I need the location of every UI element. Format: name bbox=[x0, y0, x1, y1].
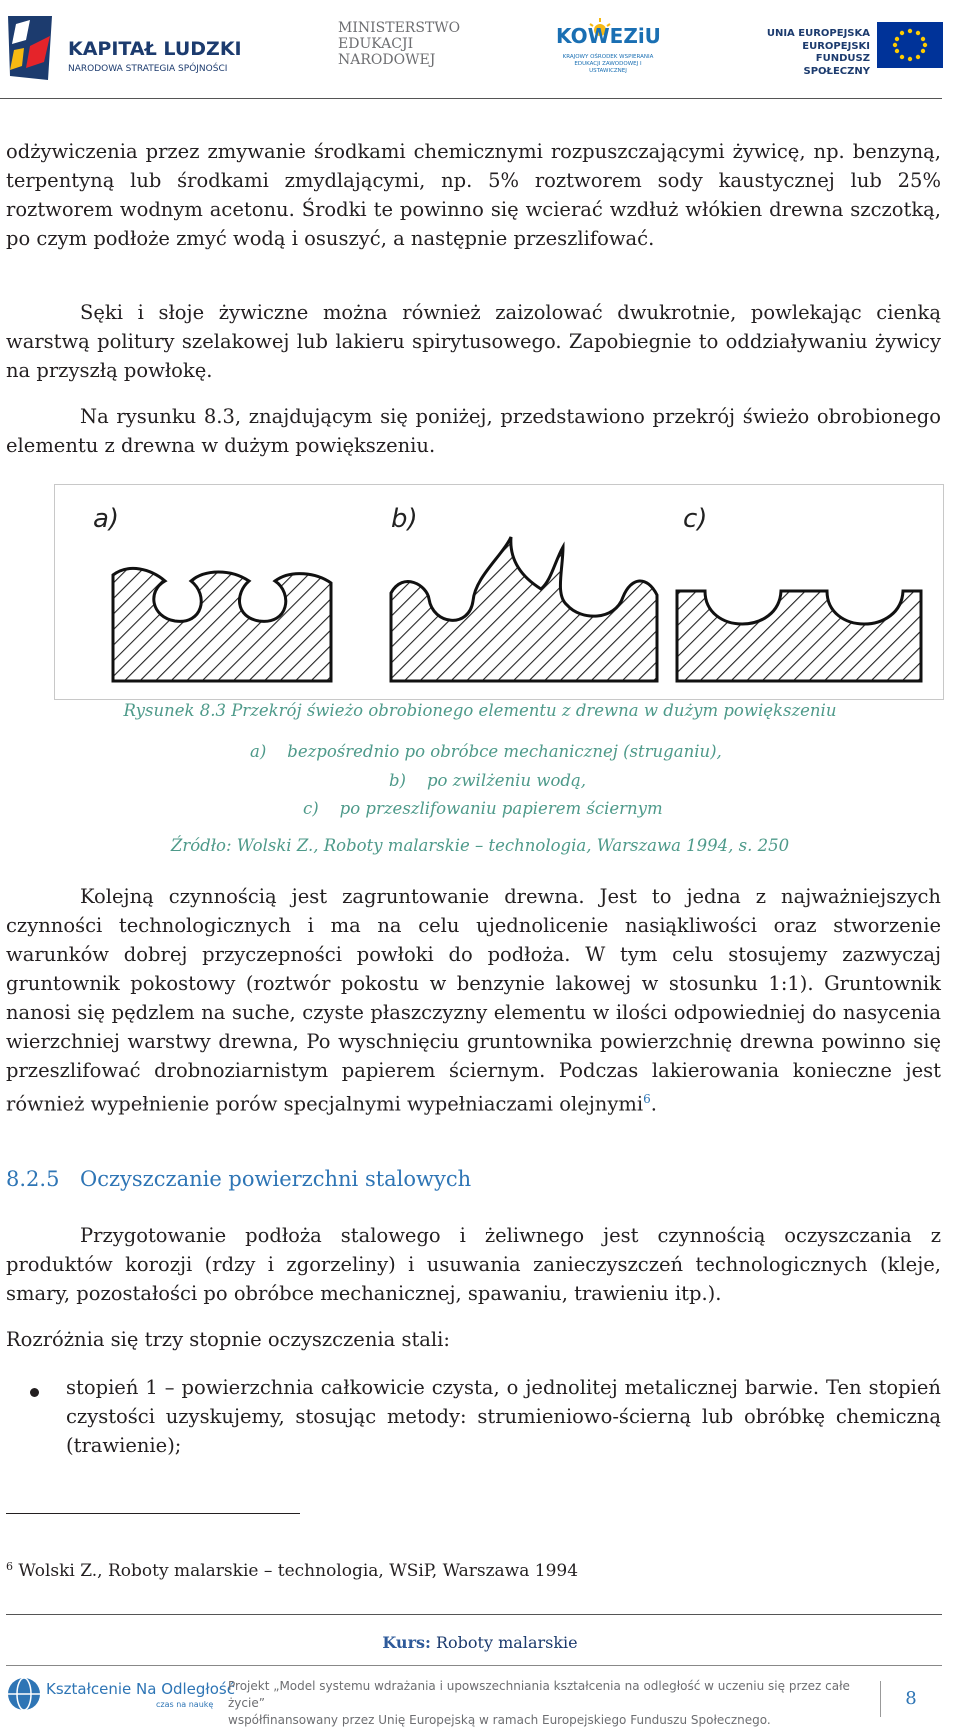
panel-b-section bbox=[391, 537, 657, 681]
kowez-title: KOWEZiU bbox=[556, 24, 661, 48]
men-logo bbox=[338, 20, 468, 80]
knk-title: Kształcenie Na Odległość bbox=[46, 1680, 235, 1698]
men-line-2: EDUKACJI bbox=[338, 36, 414, 52]
figure-item-c-text: po przeszlifowaniu papierem ściernym bbox=[339, 799, 663, 818]
panel-a-section bbox=[113, 568, 331, 681]
course-label-value: Roboty malarskie bbox=[436, 1633, 578, 1652]
footnote bbox=[6, 1560, 578, 1581]
figure-caption: Rysunek 8.3 Przekrój świeżo obrobionego elementu z drewna w dużym powiększeniu bbox=[123, 701, 837, 720]
kowez-subtitle: KRAJOWY OŚRODEK WSPIERANIA EDUKACJI ZAWODOWEJ I USTAWICZNEJ bbox=[562, 54, 654, 74]
paragraph-6: Rozróżnia się trzy stopnie oczyszczenia stali: bbox=[6, 1328, 450, 1351]
figure-item-c-marker: c) bbox=[303, 799, 319, 818]
men-line-1: MINISTERSTWO bbox=[338, 20, 461, 36]
course-label bbox=[0, 1633, 960, 1652]
figure-item-b-text: po zwilżeniu wodą, bbox=[426, 771, 587, 790]
footnote-divider bbox=[6, 1513, 300, 1514]
wood-cross-section-illustration bbox=[55, 485, 943, 699]
figure-item-b bbox=[389, 769, 586, 793]
paragraph-1: odżywiczenia przez zmywanie środkami chemicznymi rozpuszczającymi żywicę, np. benzyną, terpentyną lub środkami zmydlającymi, np. 5% roztworem sody kaustycznej lub 25% roztworem wodnym acetonu. Środki te powinno się wcierać wzdłuż włókien drewna szczotką, po czym podłoże zmyć wodą i osuszyć, a następnie przeszlifować. bbox=[6, 140, 941, 250]
figure-item-a-text: bezpośrednio po obróbce mechanicznej (struganiu), bbox=[287, 742, 722, 761]
paragraph-3: Na rysunku 8.3, znajdującym się poniżej, przedstawiono przekrój świeżo obrobionego elementu z drewna w dużym powiększeniu. bbox=[6, 405, 941, 457]
project-line-2: współfinansowany przez Unię Europejską w ramach Europejskiego Funduszu Społecznego. bbox=[228, 1713, 771, 1727]
footnote-number: 6 bbox=[6, 1560, 13, 1573]
knk-subtitle: czas na naukę bbox=[156, 1700, 214, 1709]
kapital-ludzki-title: KAPITAŁ LUDZKI bbox=[68, 38, 242, 60]
kapital-ludzki-logo bbox=[4, 8, 244, 88]
figure-item-a bbox=[250, 740, 722, 764]
ksztalcenie-na-odleglosc-logo bbox=[6, 1674, 235, 1716]
panel-c-section bbox=[677, 591, 921, 681]
panel-label-a: a) bbox=[93, 504, 120, 534]
eu-line-1: UNIA EUROPEJSKA bbox=[766, 28, 870, 39]
course-label-key: Kurs: bbox=[382, 1633, 431, 1652]
paragraph-4 bbox=[6, 882, 941, 1119]
figure-8-3 bbox=[54, 484, 944, 700]
kapital-ludzki-subtitle: NARODOWA STRATEGIA SPÓJNOŚCI bbox=[68, 64, 228, 74]
eu-line-2: EUROPEJSKI bbox=[802, 40, 870, 52]
eu-line-3: FUNDUSZ SPOŁECZNY bbox=[803, 53, 870, 77]
paragraph-4-end: . bbox=[650, 1092, 657, 1116]
section-number: 8.2.5 bbox=[6, 1167, 60, 1191]
project-line-1: Projekt „Model systemu wdrażania i upowszechniania kształcenia na odległość w uczeniu się przez całe życie” bbox=[228, 1679, 850, 1710]
panel-label-c: c) bbox=[683, 504, 708, 534]
bullet-item-1: stopień 1 – powierzchnia całkowicie czysta, o jednolitej metalicznej barwie. Ten stopień czystości uzyskujemy, stosując metody: strumieniowo-ścierną lub obróbkę chemiczną (trawienie); bbox=[66, 1376, 941, 1457]
figure-item-c bbox=[303, 797, 663, 821]
eu-logo bbox=[752, 18, 942, 78]
footnote-ref[interactable]: 6 bbox=[643, 1092, 651, 1106]
figure-item-a-marker: a) bbox=[250, 742, 267, 761]
footer-divider bbox=[6, 1614, 942, 1615]
section-heading: Oczyszczanie powierzchni stalowych bbox=[80, 1167, 472, 1191]
eu-flag-icon bbox=[877, 22, 943, 68]
kapital-ludzki-emblem-icon bbox=[4, 10, 60, 86]
project-info bbox=[228, 1678, 868, 1729]
globe-icon bbox=[6, 1676, 42, 1712]
kowez-logo bbox=[552, 18, 662, 80]
men-line-3: NARODOWEJ bbox=[338, 52, 436, 68]
page-number: 8 bbox=[880, 1681, 941, 1717]
footer-divider-2 bbox=[6, 1665, 942, 1666]
paragraph-2: Sęki i słoje żywiczne można również zaizolować dwukrotnie, powlekając cienką warstwą politury szelakowej lub lakieru spirytusowego. Zapobiegnie to oddziaływaniu żywicy na przyszłą powłokę. bbox=[6, 301, 941, 382]
panel-label-b: b) bbox=[391, 504, 418, 534]
paragraph-4-text: Kolejną czynnością jest zagruntowanie drewna. Jest to jedna z najważniejszych czynności technologicznych i ma na celu ujednolicenie nasiąkliwości oraz stworzenie warunków dobrej przyczepności powłoki do podłoża. W tym celu stosujemy zazwyczaj gruntownik pokostowy (roztwór pokostu w benzynie lakowej w stosunku 1:1). Gruntownik nanosi się pędzlem na suche, czyste płaszczyzny elementu w ilości odpowiedniej do nasycenia wierzchniej warstwy drewna, Po wyschnięciu gruntownika powierzchnię drewna powinno się przeszlifować drobnoziarnistym papierem ściernym. Podczas lakierowania konieczne jest również wypełnienie porów specjalnymi wypełniaczami olejnymi bbox=[6, 885, 941, 1116]
paragraph-5: Przygotowanie podłoża stalowego i żeliwnego jest czynnością oczyszczania z produktów korozji (rdzy i zgorzeliny) i usuwania zanieczyszczeń technologicznych (kleje, smary, pozostałości po obróbce mechanicznej, spawaniu, trawieniu itp.). bbox=[6, 1224, 941, 1305]
eu-text bbox=[752, 28, 870, 78]
header-divider bbox=[0, 98, 942, 99]
bullet-dot bbox=[30, 1388, 39, 1397]
figure-item-b-marker: b) bbox=[389, 771, 406, 790]
figure-source: Źródło: Wolski Z., Roboty malarskie – technologia, Warszawa 1994, s. 250 bbox=[170, 836, 790, 855]
footnote-text: Wolski Z., Roboty malarskie – technologia, WSiP, Warszawa 1994 bbox=[18, 1561, 579, 1581]
